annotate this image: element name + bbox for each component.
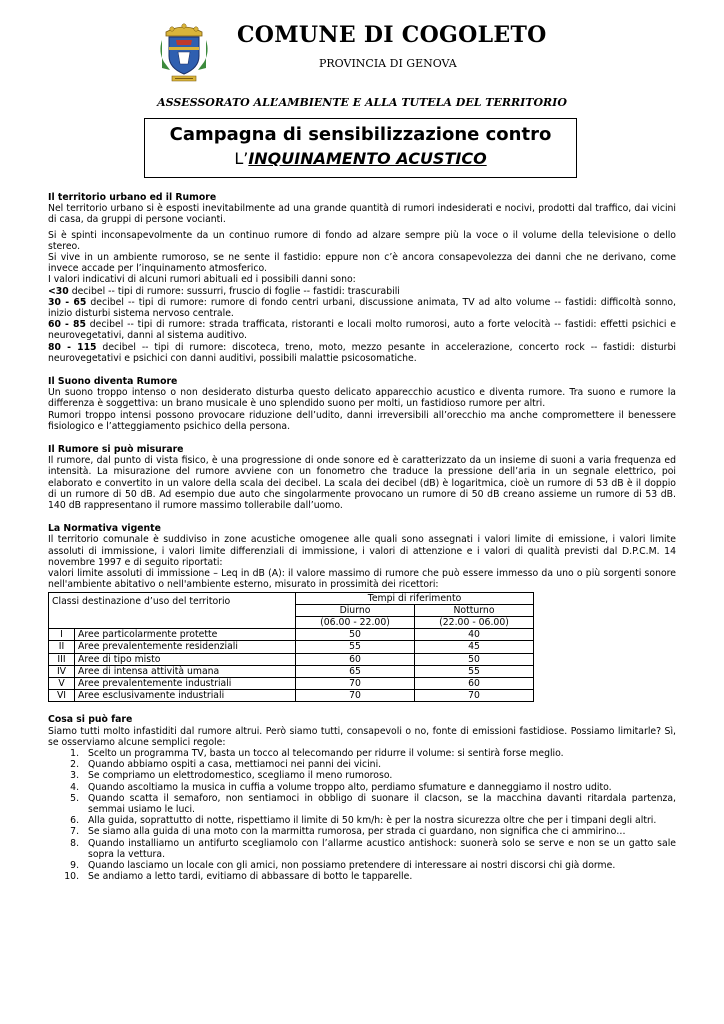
paragraph: valori limite assoluti di immissione – Leq in dB (A): il valore massimo di rumore che può essere immesso da uno o più sorgenti sonore nell'ambiente abitativo o nell'ambiente esterno, misurato in prossimità dei ricettori: <box>48 568 676 591</box>
night-limit: 60 <box>415 677 534 689</box>
section-title: Il Rumore si può misurare <box>48 444 184 456</box>
class-name: Aree esclusivamente industriali <box>75 690 296 702</box>
table-header-day-hours: (06.00 - 22.00) <box>296 616 415 628</box>
paragraph: Siamo tutti molto infastiditi dal rumore altrui. Però siamo tutti, consapevoli o no, fonte di emissioni fastidiose. Possiamo limitarle? Sì, se osserviamo alcune semplici regole: <box>48 725 676 748</box>
municipality-title: COMUNE DI COGOLETO <box>237 22 547 48</box>
paragraph: I valori indicativi di alcuni rumori abituali ed i possibili danni sono: <box>48 274 356 286</box>
campaign-title-box <box>144 118 577 178</box>
list-item: 10. Se andiamo a letto tardi, evitiamo di abbassare di botto le tapparelle. <box>82 871 676 882</box>
list-item: 8. Quando installiamo un antifurto scegliamolo con l’allarme acustico antishock: suonerà solo se serve e non se un gatto sale sopra la vettura. <box>82 838 676 860</box>
noise-level-text: decibel -- tipi di rumore: strada trafficata, ristoranti e locali molto rumorosi, auto a forte velocità -- fastidi: effetti psichici e neurovegetativi, danni al sistema auditivo. <box>48 319 676 342</box>
night-limit: 70 <box>415 690 534 702</box>
noise-level-range: 30 - 65 <box>48 296 87 308</box>
document-body <box>48 192 676 882</box>
paragraph: Si è spinti inconsapevolmente da un continuo rumore di fondo ad alzare sempre più la voce o il volume della televisione o dello stereo. <box>48 229 676 252</box>
table-header-night: Notturno <box>415 604 534 616</box>
class-number: I <box>49 629 75 641</box>
list-item: 1. Scelto un programma TV, basta un tocco al telecomando per ridurre il volume: si sentirà forse meglio. <box>82 748 676 759</box>
noise-level-item <box>48 342 676 364</box>
noise-level-item <box>48 297 676 319</box>
noise-level-text: decibel -- tipi di rumore: rumore di fondo centri urbani, discussione animata, TV ad alto volume -- fastidi: difficoltà sonno, inizio disturbi sistema nervoso centrale. <box>48 296 676 320</box>
list-item: 3. Se compriamo un elettrodomestico, scegliamo il meno rumoroso. <box>82 770 676 781</box>
table-header-day: Diurno <box>296 604 415 616</box>
coat-of-arms-icon <box>158 22 210 82</box>
class-number: V <box>49 677 75 689</box>
table-row <box>49 665 534 677</box>
list-item: 7. Se siamo alla guida di una moto con la marmitta rumorosa, per strada ci guardano, non significa che ci ammirino… <box>82 826 676 837</box>
night-limit: 55 <box>415 665 534 677</box>
campaign-subtitle-lead: L’ <box>234 149 249 168</box>
table-row <box>49 677 534 689</box>
department-heading: ASSESSORATO ALL’AMBIENTE E ALLA TUTELA DEL TERRITORIO <box>157 96 567 109</box>
section-title: Il territorio urbano ed il Rumore <box>48 192 217 203</box>
list-item: 4. Quando ascoltiamo la musica in cuffia a volume troppo alto, perdiamo sfumature e danneggiamo il nostro udito. <box>82 782 676 793</box>
campaign-subtitle <box>145 149 576 168</box>
noise-level-item <box>48 286 676 297</box>
day-limit: 50 <box>296 629 415 641</box>
class-number: II <box>49 641 75 653</box>
table-row <box>49 641 534 653</box>
paragraph: Un suono troppo intenso o non desiderato disturba questo delicato apparecchio acustico e diventa rumore. Tra suono e rumore la differenza è soggettiva: un brano musicale è uno splendido suono per molti, un fastidioso rumore per altri. <box>48 387 676 410</box>
noise-level-range: 60 - 85 <box>48 319 86 331</box>
table-row <box>49 690 534 702</box>
table-row <box>49 629 534 641</box>
province-subtitle: PROVINCIA DI GENOVA <box>319 57 457 70</box>
day-limit: 60 <box>296 653 415 665</box>
noise-level-range: <30 <box>48 285 69 297</box>
list-item: 2. Quando abbiamo ospiti a casa, mettiamoci nei panni dei vicini. <box>82 759 676 770</box>
class-name: Aree di intensa attività umana <box>75 665 296 677</box>
night-limit: 45 <box>415 641 534 653</box>
day-limit: 70 <box>296 677 415 689</box>
section-title: Cosa si può fare <box>48 714 133 726</box>
list-item: 9. Quando lasciamo un locale con gli amici, non possiamo pretendere di interessare ai nostri discorsi chi già dorme. <box>82 860 676 871</box>
day-limit: 70 <box>296 690 415 702</box>
class-number: VI <box>49 690 75 702</box>
noise-level-text: decibel -- tipi di rumore: sussurri, fruscio di foglie -- fastidi: trascurabili <box>68 285 400 297</box>
campaign-subtitle-emphasis: INQUINAMENTO ACUSTICO <box>248 149 487 168</box>
list-item: 6. Alla guida, soprattutto di notte, rispettiamo il limite di 50 km/h: è per la nostra sicurezza oltre che per i timpani degli altri. <box>82 815 676 826</box>
day-limit: 65 <box>296 665 415 677</box>
class-name: Aree di tipo misto <box>75 653 296 665</box>
table-header-times: Tempi di riferimento <box>296 592 534 604</box>
section-title: La Normativa vigente <box>48 523 161 535</box>
paragraph: Nel territorio urbano si è esposti inevitabilmente ad una grande quantità di rumori indesiderati e nocivi, prodotti dal traffico, dai vicini di casa, da gruppi di persone vocianti. <box>48 203 676 226</box>
class-name: Aree particolarmente protette <box>75 629 296 641</box>
table-header-class: Classi destinazione d’uso del territorio <box>49 592 296 629</box>
class-number: III <box>49 653 75 665</box>
noise-level-item <box>48 319 676 341</box>
table-header-night-hours: (22.00 - 06.00) <box>415 616 534 628</box>
table-row <box>49 653 534 665</box>
paragraph: Si vive in un ambiente rumoroso, se ne sente il fastidio: eppure non c’è ancora consapevolezza dei danni che ne derivano, come invece accade per l’inquinamento atmosferico. <box>48 252 676 275</box>
day-limit: 55 <box>296 641 415 653</box>
section-title: Il Suono diventa Rumore <box>48 376 178 388</box>
noise-level-range: 80 - 115 <box>48 341 97 353</box>
night-limit: 50 <box>415 653 534 665</box>
class-number: IV <box>49 665 75 677</box>
noise-limits-table <box>48 592 534 703</box>
campaign-title: Campagna di sensibilizzazione contro <box>169 124 552 145</box>
tips-list <box>48 748 676 882</box>
class-name: Aree prevalentemente residenziali <box>75 641 296 653</box>
list-item: 5. Quando scatta il semaforo, non sentiamoci in obbligo di suonare il clacson, se la macchina davanti ritardala partenza, semmai usiamo le luci. <box>82 793 676 815</box>
paragraph: Rumori troppo intensi possono provocare riduzione dell’udito, danni irreversibili all’orecchio ma anche compromettere il benessere fisiologico e l’atteggiamento psichico della persona. <box>48 409 676 432</box>
paragraph: Il territorio comunale è suddiviso in zone acustiche omogenee alle quali sono assegnati i valori limite di emissione, i valori limite assoluti di immissione, i valori limite differenziali di immissione, i valori di attenzione e i valori di qualità previsti dal D.P.C.M. 14 novembre 1997 e di seguito riportati: <box>48 534 676 568</box>
paragraph: Il rumore, dal punto di vista fisico, è una progressione di onde sonore ed è caratterizzato da un insieme di suoni a varia frequenza ed intensità. La misurazione del rumore avviene con un fonometro che traduce la pressione dell’aria in un segnale elettrico, poi elaborato e convertito in un valore della scala dei decibel. La scala dei decibel (dB) è logaritmica, cioè un rumore di 53 dB è il doppio di un rumore di 50 dB. Ad esempio due auto che singolarmente provocano un rumore di 50 dB creano assieme un rumore di 53 dB. 140 dB rappresentano il rumore massimo tollerabile dall’uomo. <box>48 455 676 512</box>
noise-level-text: decibel -- tipi di rumore: discoteca, treno, moto, mezzo pesante in accelerazione, concerto rock -- fastidi: disturbi neurovegetativi e psichici con danni auditivi, possibili malattie psicosomatiche. <box>48 341 676 364</box>
class-name: Aree prevalentemente industriali <box>75 677 296 689</box>
night-limit: 40 <box>415 629 534 641</box>
